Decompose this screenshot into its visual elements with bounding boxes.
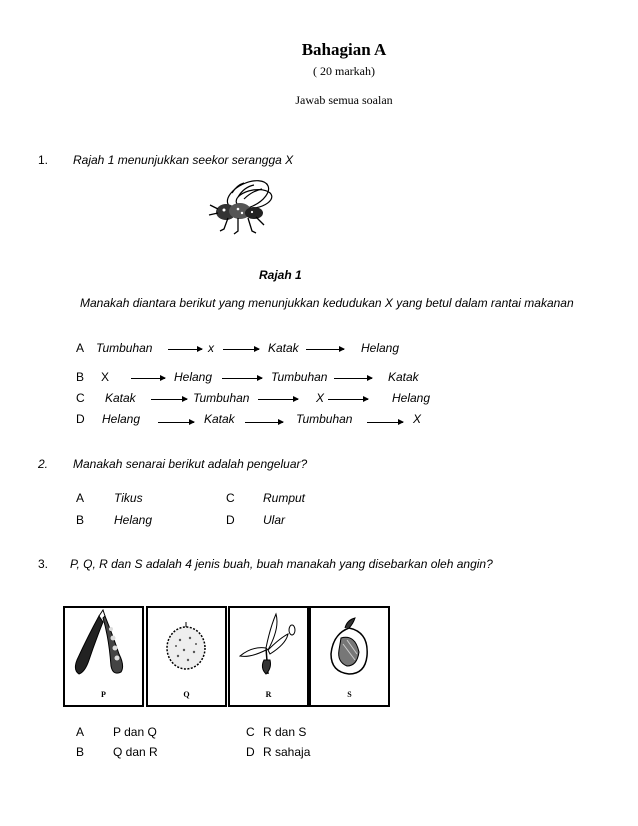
fruit-r-figure	[228, 606, 309, 707]
arrow-icon	[245, 422, 283, 423]
q1-option-c-item-1: Katak	[105, 391, 136, 405]
q1-option-b-letter: B	[76, 370, 85, 384]
fruit-q-label: Q	[183, 690, 190, 699]
q1-option-b-item-2: Helang	[174, 370, 213, 384]
q2-question: Manakah senarai berikut adalah pengeluar?	[73, 457, 308, 471]
q2-option-c-letter: C	[226, 491, 235, 505]
arrow-icon	[258, 399, 298, 400]
section-title: Bahagian A	[301, 40, 387, 59]
arrow-icon	[168, 349, 202, 350]
q1-option-a-item-2: x	[208, 341, 214, 355]
arrow-icon	[158, 422, 194, 423]
instruction-label: Jawab semua soalan	[295, 93, 393, 107]
q3-number: 3.	[38, 557, 49, 571]
q1-option-a-item-3: Katak	[268, 341, 299, 355]
fruit-s-figure	[309, 606, 390, 707]
q2-option-a-letter: A	[76, 491, 85, 505]
marks-label: ( 20 markah)	[313, 64, 375, 78]
q2-number: 2.	[38, 457, 49, 471]
q3-option-a-text: P dan Q	[113, 725, 157, 739]
pea-pod-icon	[65, 608, 142, 688]
q2-option-c-text: Rumput	[263, 491, 306, 505]
q1-option-b-item-1: X	[101, 370, 110, 384]
spiky-fruit-icon	[148, 608, 225, 688]
q1-option-c-letter: C	[76, 391, 85, 405]
winged-seed-icon	[230, 608, 307, 688]
fruit-p-label: P	[101, 690, 106, 699]
q2-option-b-letter: B	[76, 513, 85, 527]
q3-question: P, Q, R dan S adalah 4 jenis buah, buah manakah yang disebarkan oleh angin?	[70, 557, 493, 571]
q1-option-c-item-4: Helang	[392, 391, 431, 405]
arrow-icon	[306, 349, 344, 350]
figure-1-caption: Rajah 1	[259, 268, 302, 282]
q3-option-d-text: R sahaja	[263, 745, 311, 759]
q1-option-d-item-2: Katak	[204, 412, 235, 426]
q1-option-a-item-4: Helang	[361, 341, 400, 355]
q1-question: Manakah diantara berikut yang menunjukkan kedudukan X yang betul dalam rantai makanan	[80, 296, 574, 310]
q3-option-b-letter: B	[76, 745, 85, 759]
q3-option-b-text: Q dan R	[113, 745, 158, 759]
fruit-p-figure	[63, 606, 144, 707]
q1-option-d-letter: D	[76, 412, 85, 426]
q1-option-d-item-1: Helang	[102, 412, 141, 426]
q1-option-b-item-4: Katak	[388, 370, 419, 384]
q1-option-c-item-3: X	[316, 391, 325, 405]
coconut-icon	[311, 608, 388, 688]
q3-option-c-text: R dan S	[263, 725, 307, 739]
q3-option-d-letter: D	[246, 745, 255, 759]
q3-option-c-letter: C	[246, 725, 255, 739]
q2-option-d-letter: D	[226, 513, 235, 527]
arrow-icon	[223, 349, 259, 350]
q2-option-d-text: Ular	[263, 513, 286, 527]
arrow-icon	[151, 399, 187, 400]
arrow-icon	[367, 422, 403, 423]
q1-option-d-item-4: X	[413, 412, 422, 426]
arrow-icon	[222, 378, 262, 379]
fruit-s-label: S	[347, 690, 352, 699]
q1-stem: Rajah 1 menunjukkan seekor serangga X	[73, 153, 294, 167]
q1-option-a-letter: A	[76, 341, 85, 355]
q2-option-b-text: Helang	[114, 513, 153, 527]
fruit-r-label: R	[265, 690, 272, 699]
q2-option-a-text: Tikus	[114, 491, 143, 505]
arrow-icon	[131, 378, 165, 379]
arrow-icon	[334, 378, 372, 379]
q1-option-b-item-3: Tumbuhan	[271, 370, 328, 384]
q1-option-a-item-1: Tumbuhan	[96, 341, 153, 355]
q3-option-a-letter: A	[76, 725, 85, 739]
q1-option-c-item-2: Tumbuhan	[193, 391, 250, 405]
insect-x-illustration	[204, 175, 284, 237]
q1-option-d-item-3: Tumbuhan	[296, 412, 353, 426]
q1-number: 1.	[38, 153, 49, 167]
arrow-icon	[328, 399, 368, 400]
fruit-q-figure	[146, 606, 227, 707]
